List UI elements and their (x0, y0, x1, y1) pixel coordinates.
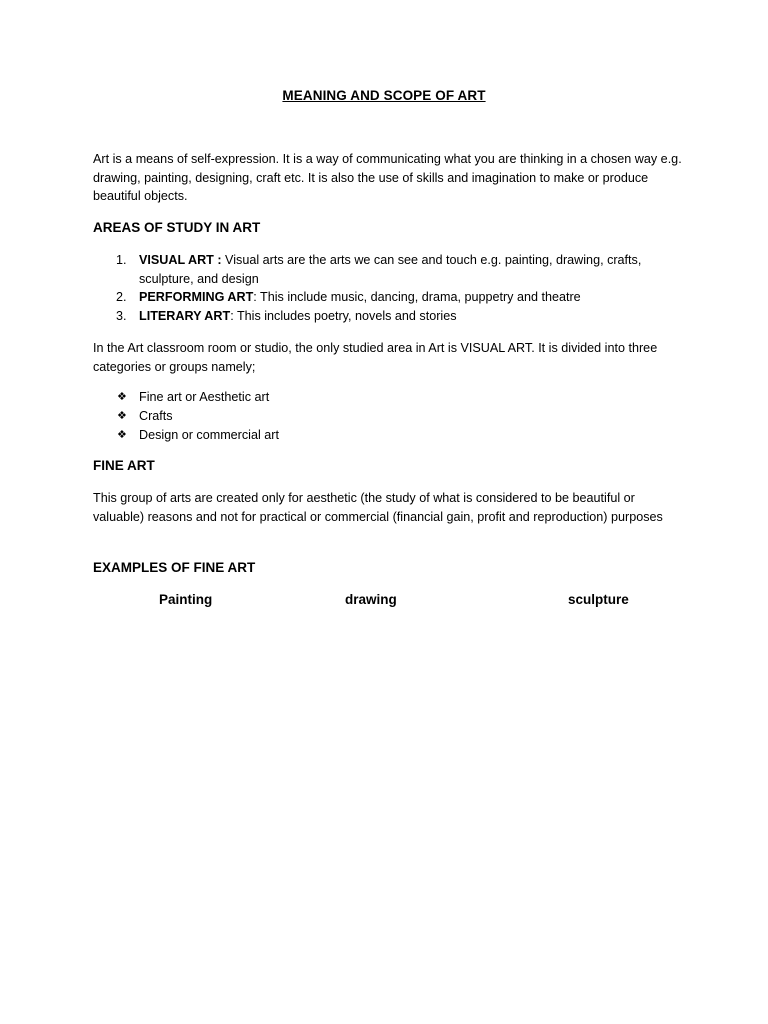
fine-art-heading: FINE ART (93, 458, 155, 473)
list-item (93, 251, 653, 288)
diamond-bullet-icon: ❖ (117, 391, 127, 403)
fine-art-paragraph: This group of arts are created only for aesthetic (the study of what is considered to be beautiful or valuable) reasons and not for practical or commercial (financial gain, profit and reproduction) purposes (93, 491, 663, 524)
category-label: Design or commercial art (139, 428, 279, 442)
list-item (93, 288, 653, 307)
example-painting: Painting (159, 592, 213, 607)
example-sculpture: sculpture (568, 592, 629, 607)
areas-heading: AREAS OF STUDY IN ART (93, 220, 261, 235)
example-drawing: drawing (345, 592, 397, 607)
categories-list (93, 388, 279, 445)
diamond-bullet-icon: ❖ (117, 410, 127, 422)
area-description: : This include music, dancing, drama, puppetry and theatre (253, 290, 581, 305)
category-label: Fine art or Aesthetic art (139, 390, 270, 404)
list-item (93, 426, 279, 445)
areas-list (93, 251, 653, 325)
diamond-bullet-icon: ❖ (117, 429, 127, 441)
document-title: MEANING AND SCOPE OF ART (282, 88, 486, 103)
list-item (93, 388, 279, 407)
examples-heading: EXAMPLES OF FINE ART (93, 560, 256, 575)
area-description: : This includes poetry, novels and stories (230, 308, 457, 323)
area-term: VISUAL ART : (139, 253, 222, 267)
category-label: Crafts (139, 409, 173, 423)
list-number: 2. (116, 290, 127, 305)
list-number: 3. (116, 308, 127, 323)
list-number: 1. (116, 253, 127, 267)
area-description: Visual arts are the arts we can see and touch e.g. painting, drawing, crafts, sculpture, and design (139, 253, 642, 286)
area-term: PERFORMING ART (139, 290, 254, 305)
list-item (93, 407, 279, 426)
area-term: LITERARY ART (139, 308, 231, 323)
list-item (93, 307, 653, 326)
classroom-paragraph: In the Art classroom room or studio, the only studied area in Art is VISUAL ART. It is divided into three categories or groups namely; (93, 341, 658, 374)
intro-paragraph: Art is a means of self-expression. It is a way of communicating what you are thinking in a chosen way e.g. drawing, painting, designing, craft etc. It is also the use of skills and imagination to make or produce beautiful objects. (93, 152, 682, 204)
